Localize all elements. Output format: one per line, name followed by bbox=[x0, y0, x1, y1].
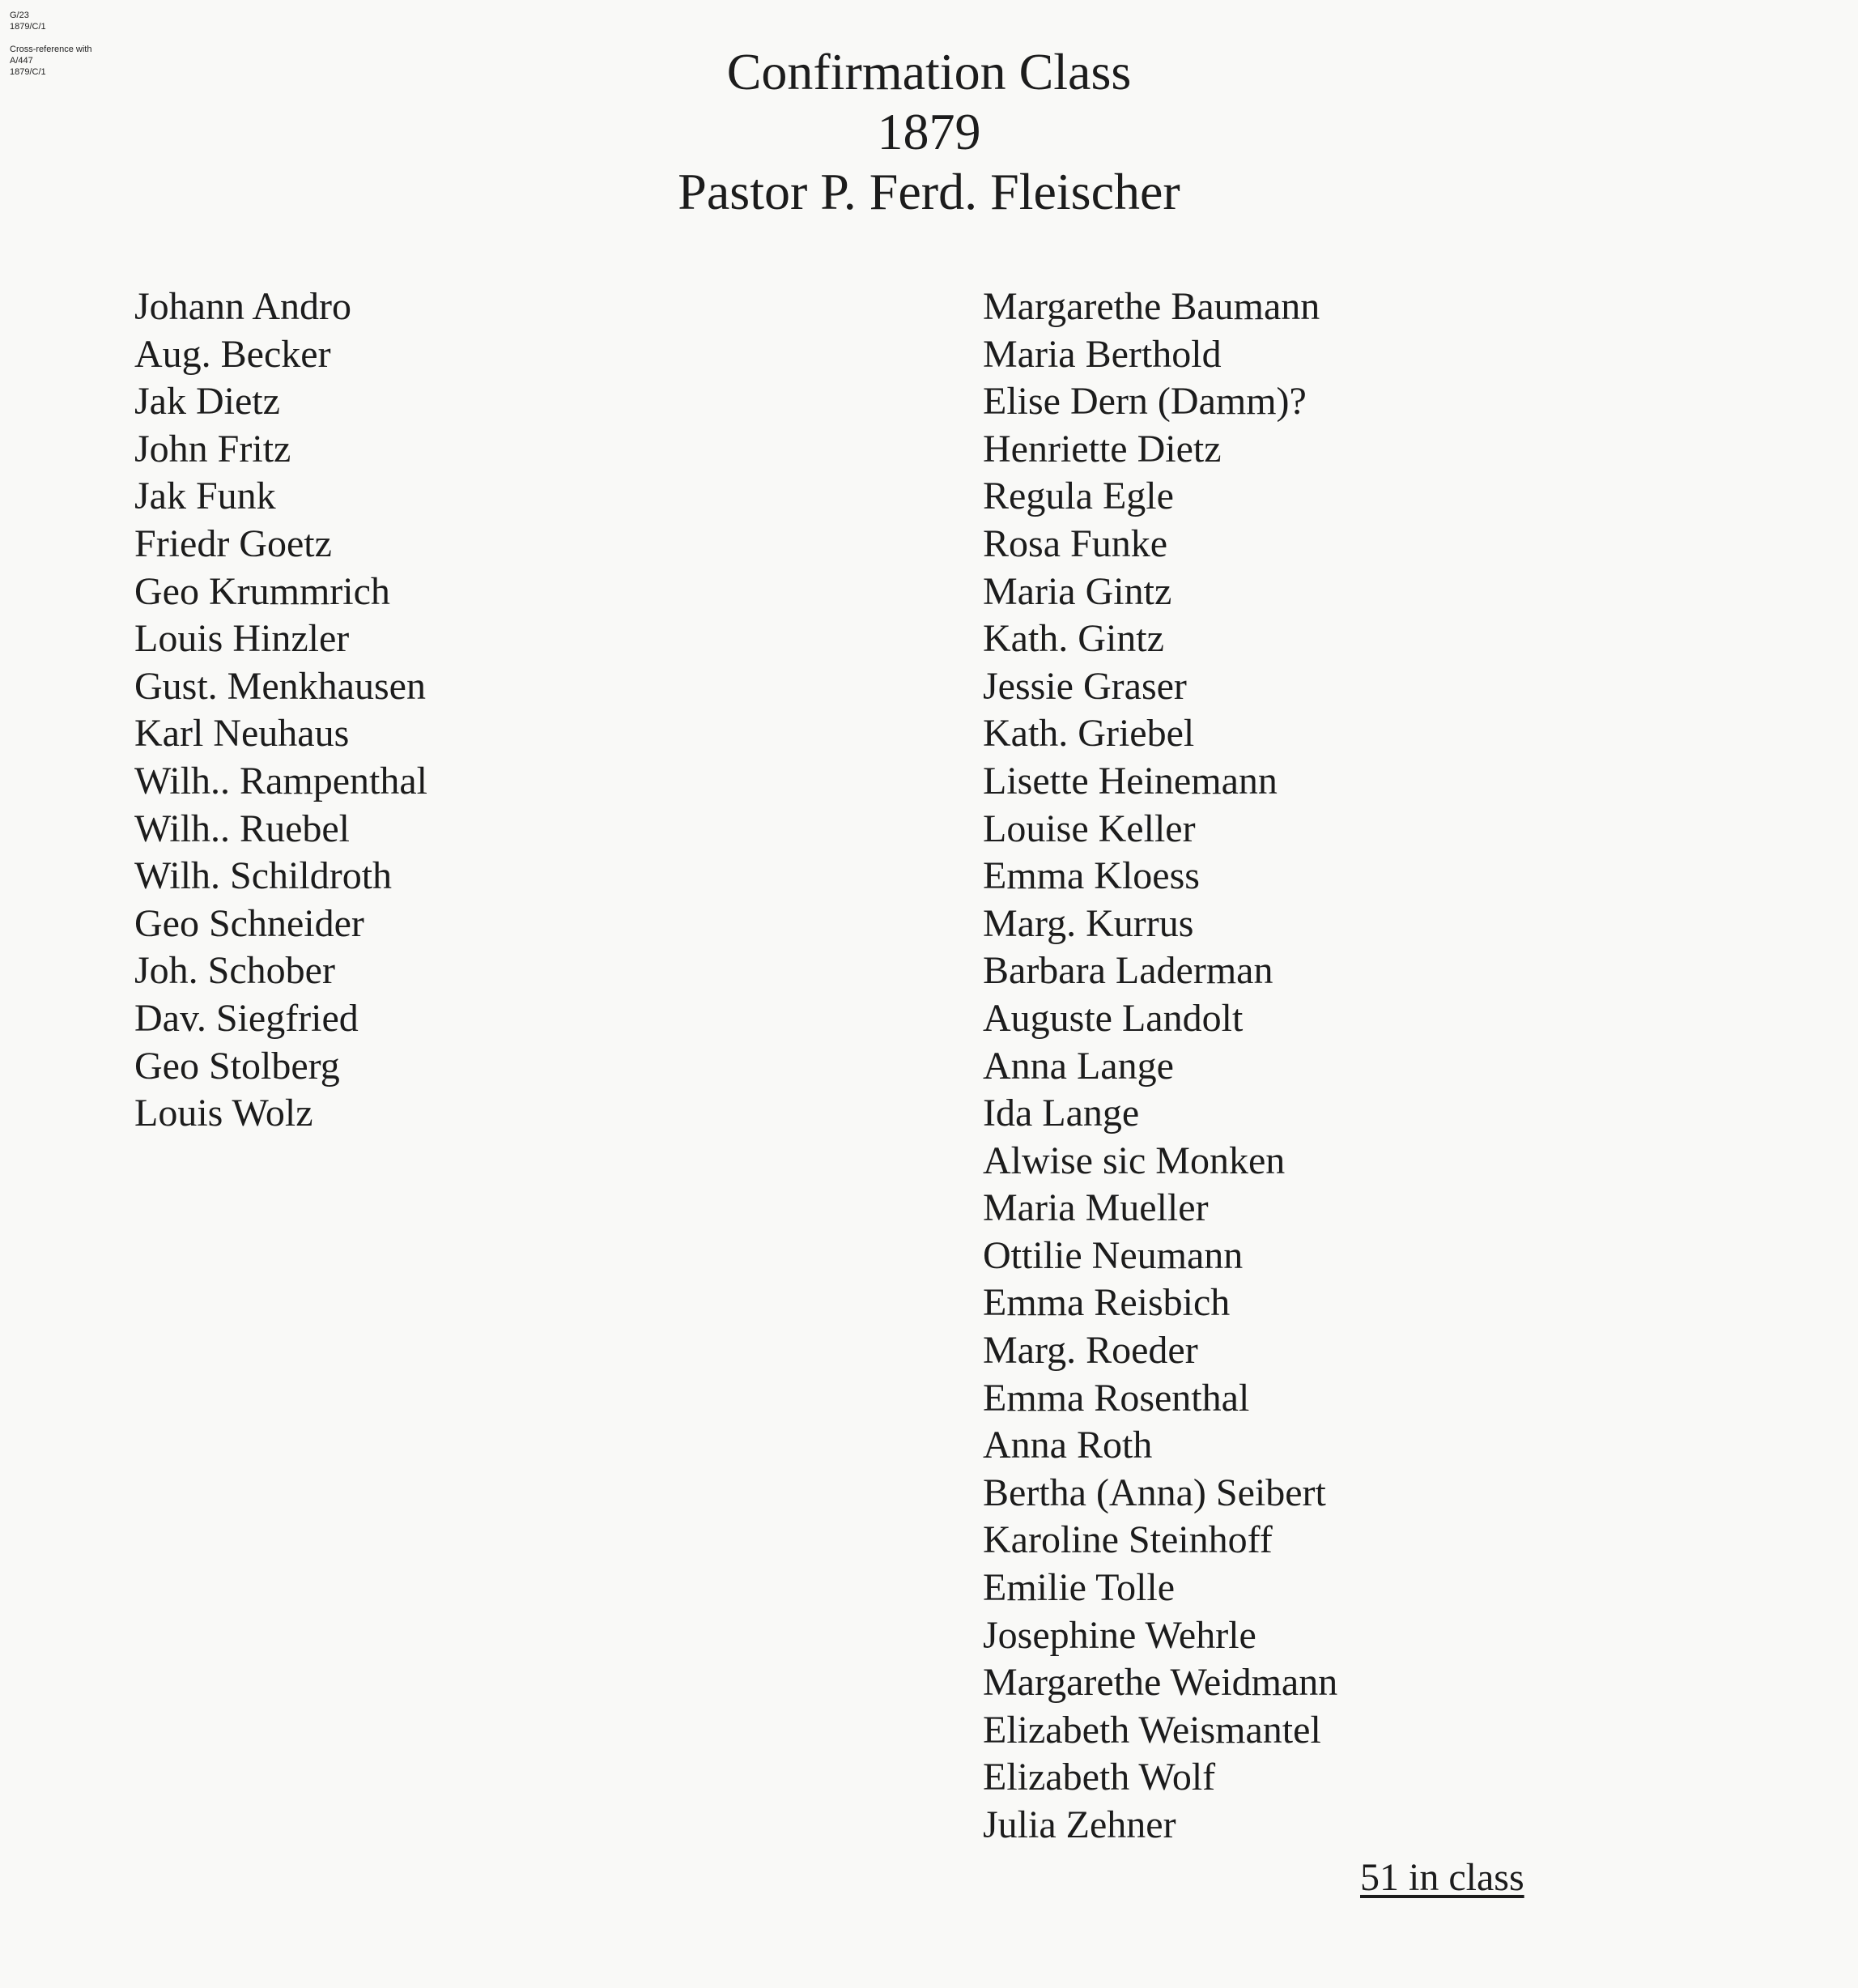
class-total: 51 in class bbox=[1360, 1856, 1524, 1899]
reference-line: 1879/C/1 bbox=[10, 22, 46, 32]
confirmand-name: Auguste Landolt bbox=[983, 996, 1244, 1040]
confirmand-name: Maria Mueller bbox=[983, 1186, 1209, 1230]
confirmand-name: Johann Andro bbox=[134, 285, 351, 328]
left-name-list bbox=[134, 283, 427, 1138]
confirmand-name: Jessie Graser bbox=[983, 664, 1187, 708]
right-name-list bbox=[983, 283, 1337, 1850]
confirmand-name: Dav. Siegfried bbox=[134, 996, 359, 1040]
document-header bbox=[0, 42, 1858, 222]
confirmand-name: Margarethe Baumann bbox=[983, 285, 1320, 328]
confirmand-name: Elizabeth Wolf bbox=[983, 1756, 1216, 1799]
confirmand-name: Friedr Goetz bbox=[134, 521, 332, 565]
reference-line: 1879/C/1 bbox=[10, 67, 46, 77]
confirmand-name: Elizabeth Weismantel bbox=[983, 1708, 1321, 1752]
confirmand-name: Wilh.. Rampenthal bbox=[134, 759, 427, 802]
confirmand-name: Regula Egle bbox=[983, 475, 1174, 518]
pastor-name: Pastor P. Ferd. Fleischer bbox=[678, 163, 1180, 220]
confirmand-name: Gust. Menkhausen bbox=[134, 664, 426, 708]
cross-reference-label: Cross-reference with bbox=[10, 45, 92, 54]
confirmand-name: Maria Gintz bbox=[983, 569, 1172, 613]
confirmand-name: Louise Keller bbox=[983, 807, 1196, 850]
confirmand-name: Julia Zehner bbox=[983, 1803, 1176, 1846]
reference-line: A/447 bbox=[10, 56, 33, 66]
reference-line: G/23 bbox=[10, 11, 29, 20]
confirmand-name: Jak Dietz bbox=[134, 380, 280, 424]
confirmand-name: Geo Schneider bbox=[134, 901, 364, 945]
confirmand-name: Ida Lange bbox=[983, 1092, 1140, 1135]
document-title: Confirmation Class bbox=[726, 43, 1132, 100]
confirmand-name: Lisette Heinemann bbox=[983, 759, 1278, 802]
confirmand-name: Karoline Steinhoff bbox=[983, 1518, 1273, 1562]
confirmand-name: Louis Wolz bbox=[134, 1092, 313, 1135]
confirmand-name: Karl Neuhaus bbox=[134, 712, 350, 756]
confirmand-name: Emilie Tolle bbox=[983, 1566, 1176, 1610]
confirmand-name: Wilh.. Ruebel bbox=[134, 807, 351, 850]
confirmand-name: Marg. Roeder bbox=[983, 1329, 1198, 1373]
confirmand-name: Marg. Kurrus bbox=[983, 901, 1194, 945]
confirmand-name: Emma Rosenthal bbox=[983, 1376, 1250, 1420]
confirmand-name: Anna Roth bbox=[983, 1424, 1153, 1467]
confirmand-name: Geo Stolberg bbox=[134, 1044, 340, 1088]
confirmand-name: Rosa Funke bbox=[983, 521, 1167, 565]
confirmand-name: Ottilie Neumann bbox=[983, 1233, 1244, 1277]
confirmand-name: Henriette Dietz bbox=[983, 427, 1222, 470]
confirmand-name: Alwise sic Monken bbox=[983, 1139, 1286, 1182]
confirmand-name: Barbara Laderman bbox=[983, 949, 1273, 993]
confirmand-name: Joh. Schober bbox=[134, 949, 335, 993]
confirmand-name: Louis Hinzler bbox=[134, 617, 350, 661]
confirmand-name: Kath. Griebel bbox=[983, 712, 1195, 756]
confirmand-name: John Fritz bbox=[134, 427, 291, 470]
confirmand-name: Emma Kloess bbox=[983, 854, 1200, 898]
confirmand-name: Jak Funk bbox=[134, 475, 276, 518]
confirmand-name: Emma Reisbich bbox=[983, 1281, 1231, 1325]
confirmand-name: Geo Krummrich bbox=[134, 569, 390, 613]
confirmand-name: Bertha (Anna) Seibert bbox=[983, 1471, 1326, 1514]
confirmand-name: Aug. Becker bbox=[134, 332, 331, 376]
confirmand-name: Margarethe Weidmann bbox=[983, 1661, 1338, 1705]
confirmand-name: Kath. Gintz bbox=[983, 617, 1164, 661]
confirmand-name: Josephine Wehrle bbox=[983, 1613, 1256, 1657]
class-year: 1879 bbox=[877, 103, 981, 160]
confirmand-name: Wilh. Schildroth bbox=[134, 854, 393, 898]
confirmand-name: Elise Dern (Damm)? bbox=[983, 380, 1307, 424]
confirmand-name: Maria Berthold bbox=[983, 332, 1222, 376]
confirmand-name: Anna Lange bbox=[983, 1044, 1174, 1088]
